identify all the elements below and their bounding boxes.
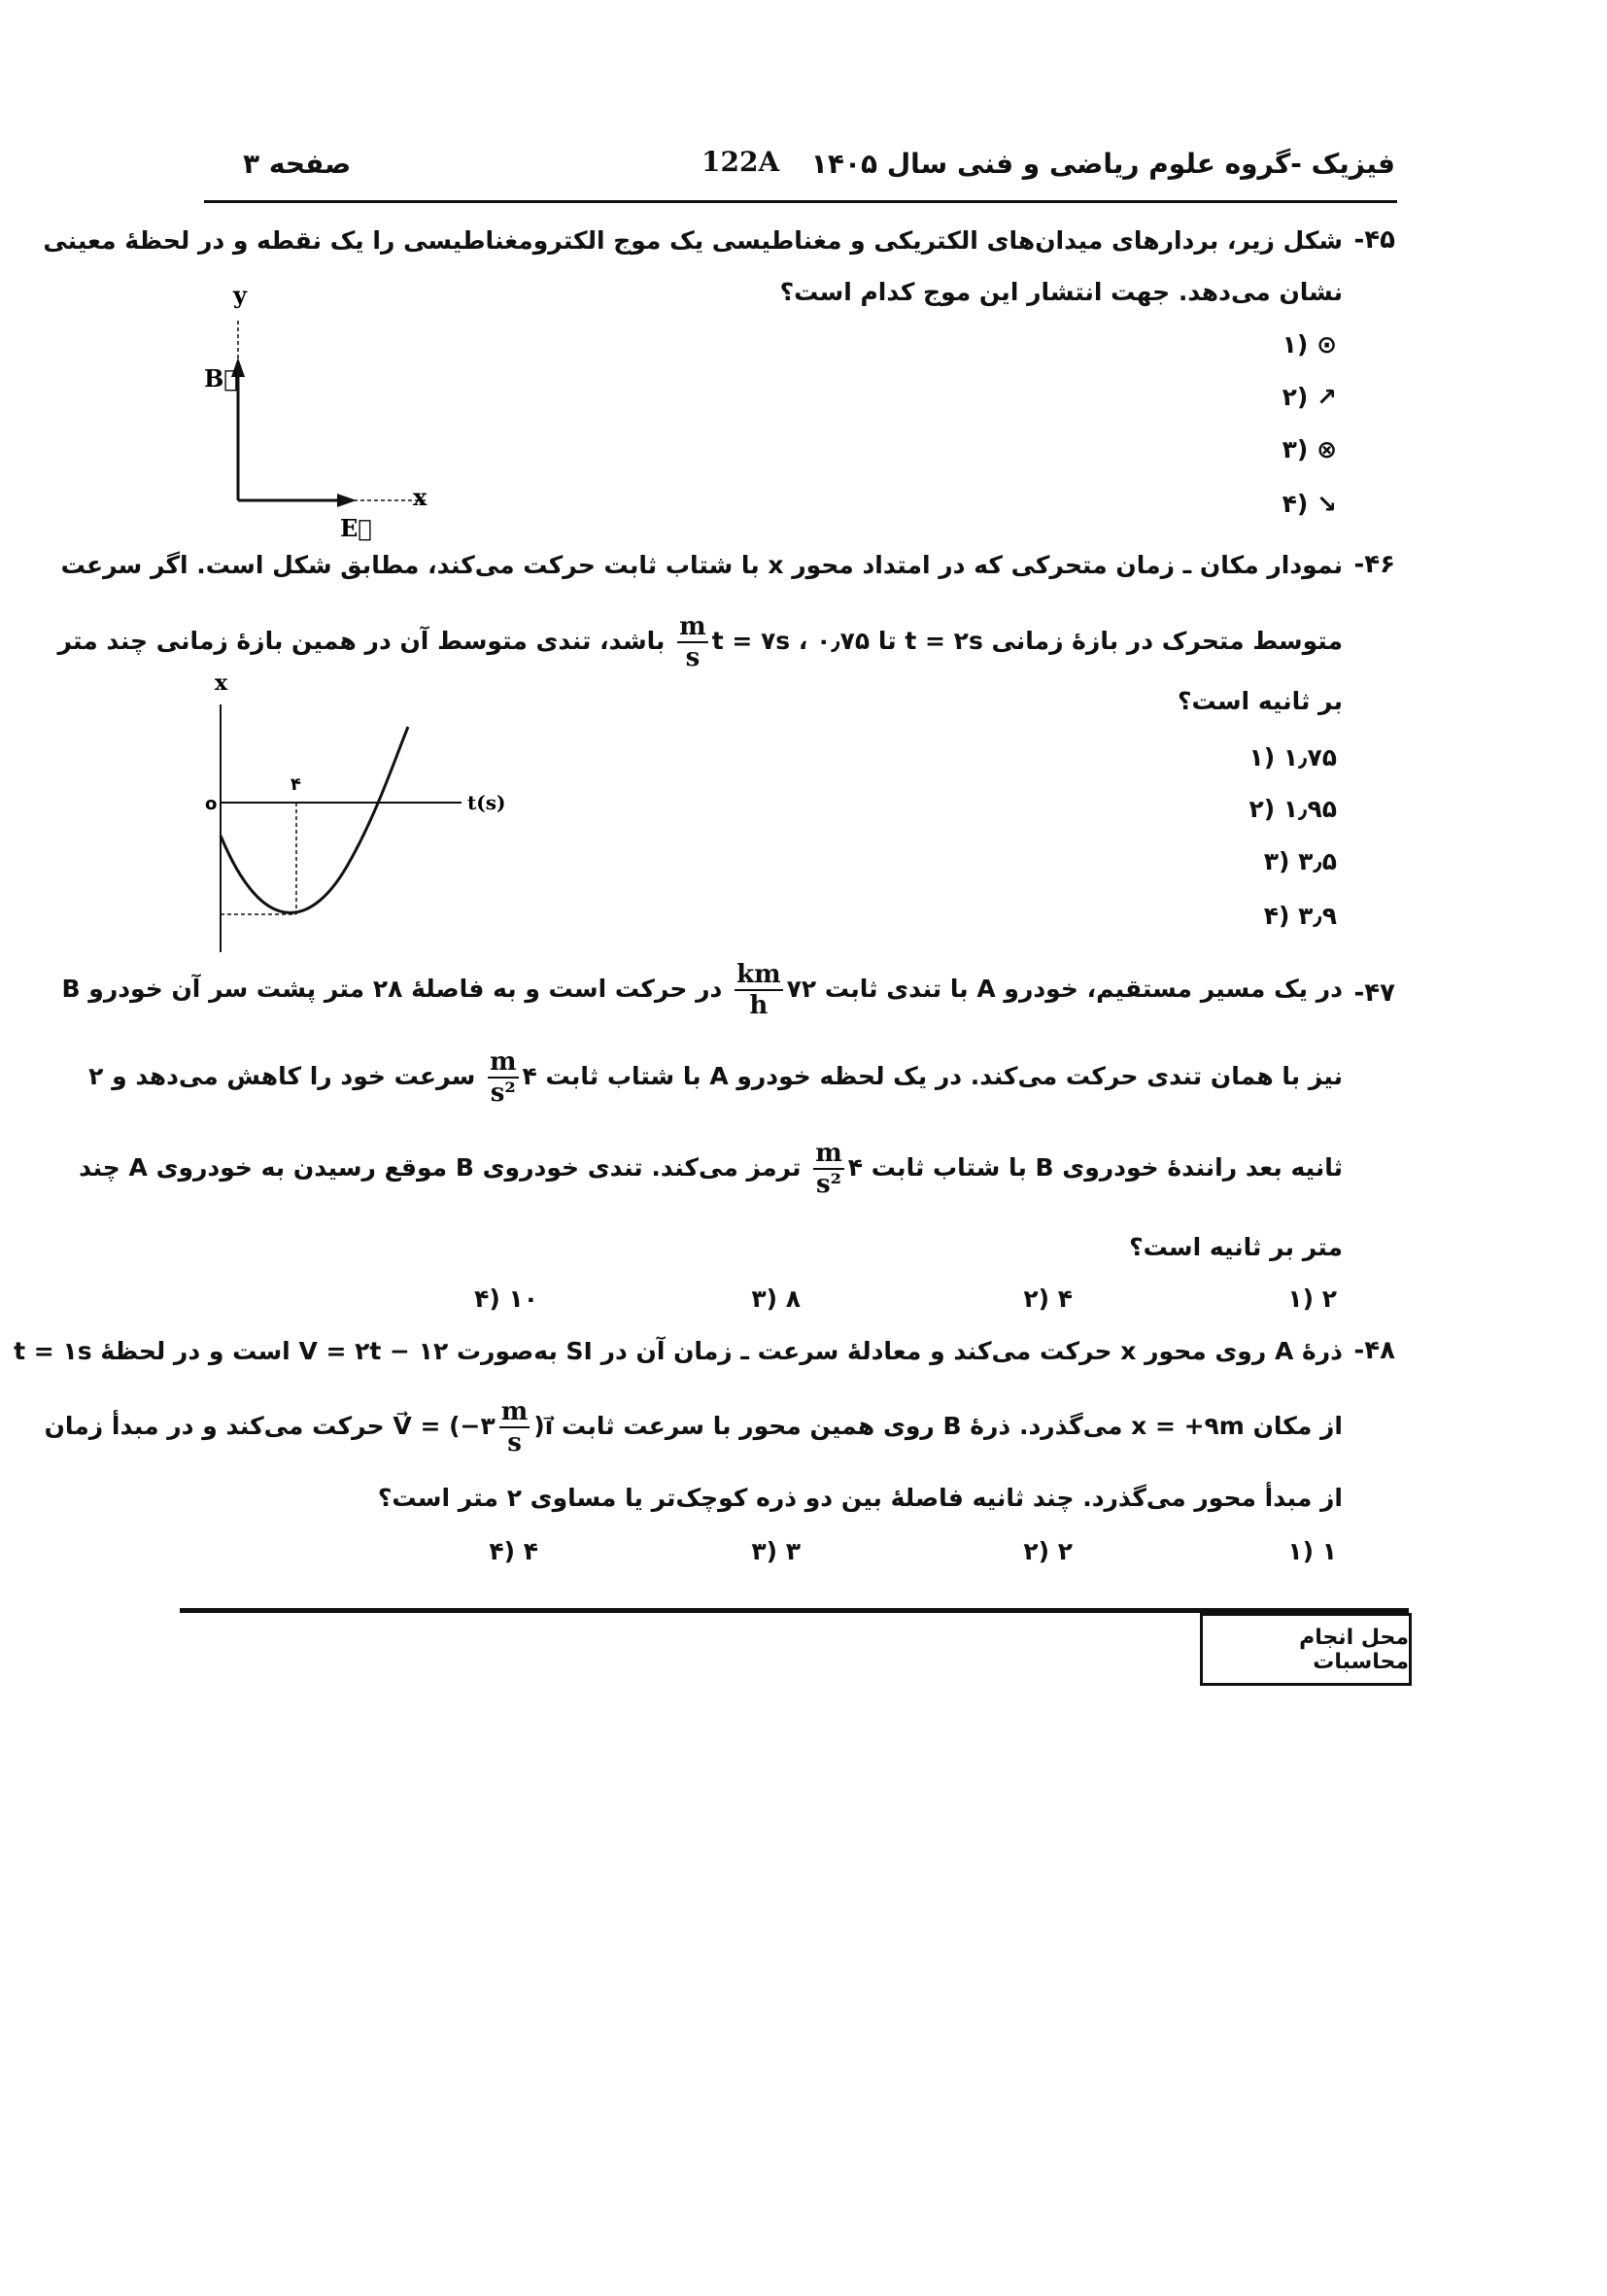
q45-option-1-num: ۱) — [1282, 330, 1309, 359]
q47-accel-b-unit — [813, 1141, 844, 1197]
q47-speed-value: ۷۲ — [786, 975, 817, 1003]
q46-velocity-unit — [677, 614, 708, 670]
q48-number: -۴۸ — [1353, 1336, 1395, 1365]
q46-option-1: ۱) ۱٫۷۵ — [1248, 743, 1337, 771]
q45-option-2-icon: ↗ — [1316, 383, 1337, 411]
q45-option-4-icon: ↘ — [1316, 490, 1337, 518]
header-page: صفحه ۳ — [243, 148, 352, 180]
q45-option-4-num: ۴) — [1282, 490, 1309, 518]
q46-option-2: ۲) ۱٫۹۵ — [1248, 795, 1337, 823]
q47-accel-b-unit-num: m — [815, 1139, 842, 1168]
q48-velocity-eq-a: V⃗ = (−۳ — [393, 1412, 496, 1440]
q47-line1 — [62, 962, 1343, 1018]
q47-line1-a: در یک مسیر مستقیم، خودرو A با تندی ثابت — [824, 975, 1343, 1003]
q48-velocity-unit-num: m — [500, 1397, 529, 1426]
q46-velocity-value: ۰٫۷۵ — [816, 627, 871, 655]
q46-line2-a: متوسط متحرک در بازهٔ زمانی t = ۲s تا t = ۷s ، — [711, 627, 1343, 655]
q47-option-2: ۲) ۴ — [1023, 1285, 1073, 1313]
q48-option-3: ۳) ۳ — [751, 1537, 801, 1565]
q47-line3 — [79, 1141, 1343, 1197]
q45-option-1 — [1282, 330, 1337, 359]
q47-line4: متر بر ثانیه است؟ — [1129, 1233, 1343, 1261]
q46-option-4: ۴) ۳٫۹ — [1263, 902, 1337, 930]
fig45-e-label: E⃗ — [340, 514, 372, 542]
q48-velocity-eq-b: )i⃗ — [533, 1412, 554, 1440]
fig46-tick-label: ۴ — [291, 774, 301, 795]
q47-speed-unit — [735, 962, 783, 1018]
q47-line3-b: ترمز می‌کند. تندی خودروی B موقع رسیدن به خودروی A چند — [79, 1153, 802, 1182]
q47-speed-unit-num: km — [736, 960, 781, 989]
fig46-origin-label: o — [205, 794, 218, 814]
q46-line1: نمودار مکان ـ زمان متحرکی که در امتداد محور x با شتاب ثابت حرکت می‌کند، مطابق شکل است. اگر سرعت — [60, 551, 1343, 579]
q46-line2-b: باشد، تندی متوسط آن در همین بازهٔ زمانی چند متر — [57, 627, 666, 655]
q48-velocity-unit-den: s — [507, 1428, 522, 1457]
q45-option-3-icon: ⊗ — [1316, 435, 1337, 463]
q45-option-1-icon: ⊙ — [1316, 330, 1337, 359]
q47-accel-b-value: ۴ — [847, 1153, 863, 1182]
fig46-t-label: t(s) — [467, 791, 506, 814]
q47-line1-b: در حرکت است و به فاصلهٔ ۲۸ متر پشت سر آن خودرو B — [61, 975, 723, 1003]
q48-line2 — [45, 1399, 1343, 1456]
q48-option-2: ۲) ۲ — [1023, 1537, 1073, 1565]
header-code: 122A — [701, 146, 780, 178]
fig45-x-label: x — [413, 483, 427, 511]
q47-line2 — [88, 1049, 1343, 1106]
q47-line2-a: نیز با همان تندی حرکت می‌کند. در یک لحظه خودرو A با شتاب ثابت — [545, 1062, 1343, 1090]
q47-option-4: ۴) ۱۰ — [474, 1285, 538, 1313]
q47-accel-b-unit-den: s² — [815, 1170, 841, 1199]
q47-accel-a-unit-den: s² — [490, 1079, 516, 1108]
q45-option-3-num: ۳) — [1282, 435, 1309, 463]
q45-figure — [199, 282, 452, 554]
q45-option-2 — [1282, 383, 1337, 411]
q45-option-2-num: ۲) — [1282, 383, 1309, 411]
q46-number: -۴۶ — [1353, 550, 1395, 579]
q45-line1: شکل زیر، بردارهای میدان‌های الکتریکی و مغناطیسی یک موج الکترومغناطیسی را یک نقطه و در لحظهٔ معینی — [43, 226, 1343, 255]
header-rule — [204, 200, 1397, 203]
q47-accel-a-unit — [488, 1049, 519, 1106]
q48-line3: از مبدأ محور می‌گذرد. چند ثانیه فاصلهٔ بین دو ذره کوچک‌تر یا مساوی ۲ متر است؟ — [377, 1484, 1343, 1512]
calc-area-box: محل انجام محاسبات — [1200, 1613, 1412, 1686]
q48-velocity-unit — [499, 1399, 530, 1456]
q47-option-3: ۳) ۸ — [751, 1285, 801, 1313]
q46-unit-den: s — [685, 643, 701, 672]
q47-accel-a-unit-num: m — [490, 1047, 517, 1077]
q47-line3-a: ثانیه بعد رانندهٔ خودروی B با شتاب ثابت — [871, 1153, 1343, 1182]
q48-line2-b: حرکت می‌کند و در مبدأ زمان — [44, 1412, 385, 1440]
parabola-curve — [221, 727, 408, 912]
fig46-x-label: x — [215, 670, 228, 696]
q47-accel-a-value: ۴ — [522, 1062, 537, 1090]
q45-number: -۴۵ — [1353, 225, 1395, 255]
fig45-y-label: y — [233, 282, 247, 309]
q48-line1: ذرهٔ A روی محور x حرکت می‌کند و معادلهٔ سرعت ـ زمان آن در SI به‌صورت V = ۲t − ۱۲ است و در لحظهٔ t = ۱s — [14, 1337, 1343, 1365]
fig45-b-label: B⃗ — [204, 364, 238, 393]
q46-line2 — [57, 614, 1343, 670]
q46-option-3: ۳) ۳٫۵ — [1263, 847, 1337, 875]
q48-option-4: ۴) ۴ — [489, 1537, 538, 1565]
q47-option-1: ۱) ۲ — [1287, 1285, 1337, 1313]
e-arrowhead — [337, 494, 357, 507]
q45-option-4 — [1282, 490, 1337, 518]
q46-figure — [199, 666, 530, 957]
q47-number: -۴۷ — [1353, 978, 1395, 1008]
header-title: فیزیک -گروه علوم ریاضی و فنی سال ۱۴۰۵ — [810, 148, 1395, 180]
q47-line2-b: سرعت خود را کاهش می‌دهد و ۲ — [88, 1062, 476, 1090]
q45-line2: نشان می‌دهد. جهت انتشار این موج کدام است؟ — [779, 278, 1343, 306]
q46-unit-num: m — [679, 612, 706, 641]
q47-speed-unit-den: h — [749, 991, 769, 1020]
q46-line3: بر ثانیه است؟ — [1178, 687, 1343, 715]
q48-line2-a: از مکان x = +۹m می‌گذرد. ذرهٔ B روی همین محور با سرعت ثابت — [561, 1412, 1343, 1440]
q45-option-3 — [1282, 435, 1337, 463]
q48-option-1: ۱) ۱ — [1287, 1537, 1337, 1565]
